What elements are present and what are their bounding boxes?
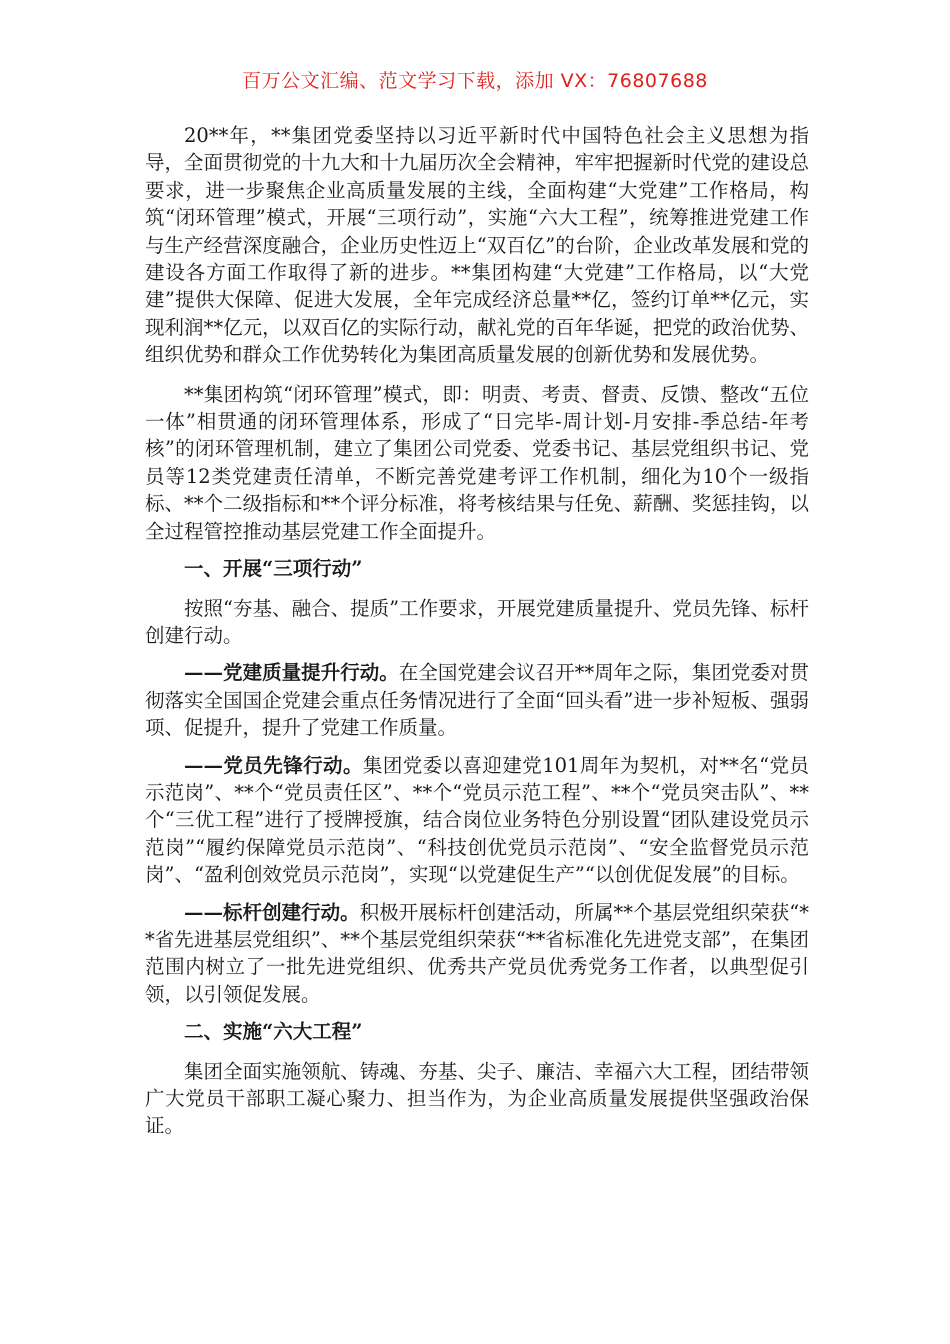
document-body bbox=[145, 122, 809, 1150]
paragraph-intro: 20**年，**集团党委坚持以习近平新时代中国特色社会主义思想为指导，全面贯彻党的十九大和十九届历次全会精神，牢牢把握新时代党的建设总要求，进一步聚焦企业高质量发展的主线，全面构建“大党建”工作格局，构筑“闭环管理”模式，开展“三项行动”，实施“六大工程”，统筹推进党建工作与生产经营深度融合，企业历史性迈上“双百亿”的台阶，企业改革发展和党的建设各方面工作取得了新的进步。**集团构建“大党建”工作格局，以“大党建”提供大保障、促进大发展，全年完成经济总量**亿，签约订单**亿元，实现利润**亿元，以双百亿的实际行动，献礼党的百年华诞，把党的政治优势、组织优势和群众工作优势转化为集团高质量发展的创新优势和发展优势。 bbox=[145, 124, 809, 367]
pioneer-action-body: 集团党委以喜迎建党101周年为契机，对**名“党员示范岗”、**个“党员责任区”、**个“党员示范工程”、**个“党员突击队”、**个“三优工程”进行了授牌授旗，结合岗位业务特色分别设置“团队建设党员示范岗”“履约保障党员示范岗”、“科技创优党员示范岗”、“安全监督党员示范岗”、“盈利创效党员示范岗”，实现“以党建促生产”“以创优促发展”的目标。 bbox=[145, 753, 809, 887]
paragraph-six-projects: 集团全面实施领航、铸魂、夯基、尖子、廉洁、幸福六大工程，团结带领广大党员干部职工凝心聚力、担当作为，为企业高质量发展提供坚强政治保证。 bbox=[145, 1059, 809, 1138]
section-heading-1: 一、开展“三项行动” bbox=[184, 557, 363, 581]
benchmark-action-body: 积极开展标杆创建活动，所属**个基层党组织荣获“**省先进基层党组织”、**个基层党组织荣获“**省标准化先进党支部”，在集团范围内树立了一批先进党组织、优秀共产党员优秀党务工作者，以典型促引领，以引领促发展。 bbox=[145, 900, 809, 1006]
benchmark-action-lead: ——标杆创建行动。 bbox=[184, 900, 360, 924]
quality-action-lead: ——党建质量提升行动。 bbox=[184, 661, 399, 685]
paragraph-pioneer-action bbox=[145, 752, 809, 889]
quality-action-body: 在全国党建会议召开**周年之际，集团党委对贯彻落实全国国企党建会重点任务情况进行了全面“回头看”进一步补短板、强弱项、促提升，提升了党建工作质量。 bbox=[145, 661, 809, 740]
paragraph-benchmark-action bbox=[145, 899, 809, 1009]
header-banner: 百万公文汇编、范文学习下载，添加 VX：76807688 bbox=[242, 70, 708, 92]
section-heading-2: 二、实施“六大工程” bbox=[184, 1020, 363, 1044]
pioneer-action-lead: ——党员先锋行动。 bbox=[184, 753, 363, 777]
paragraph-three-actions: 按照“夯基、融合、提质”工作要求，开展党建质量提升、党员先锋、标杆创建行动。 bbox=[145, 596, 809, 647]
paragraph-quality-action bbox=[145, 659, 809, 741]
paragraph-closed-loop: **集团构筑“闭环管理”模式，即：明责、考责、督责、反馈、整改“五位一体”相贯通的闭环管理体系，形成了“日完毕-周计划-月安排-季总结-年考核”的闭环管理机制，建立了集团公司党委、党委书记、基层党组织书记、党员等12类党建责任清单，不断完善党建考评工作机制，细化为10个一级指标、**个二级指标和**个评分标准，将考核结果与任免、薪酬、奖惩挂钩，以全过程管控推动基层党建工作全面提升。 bbox=[145, 382, 809, 543]
